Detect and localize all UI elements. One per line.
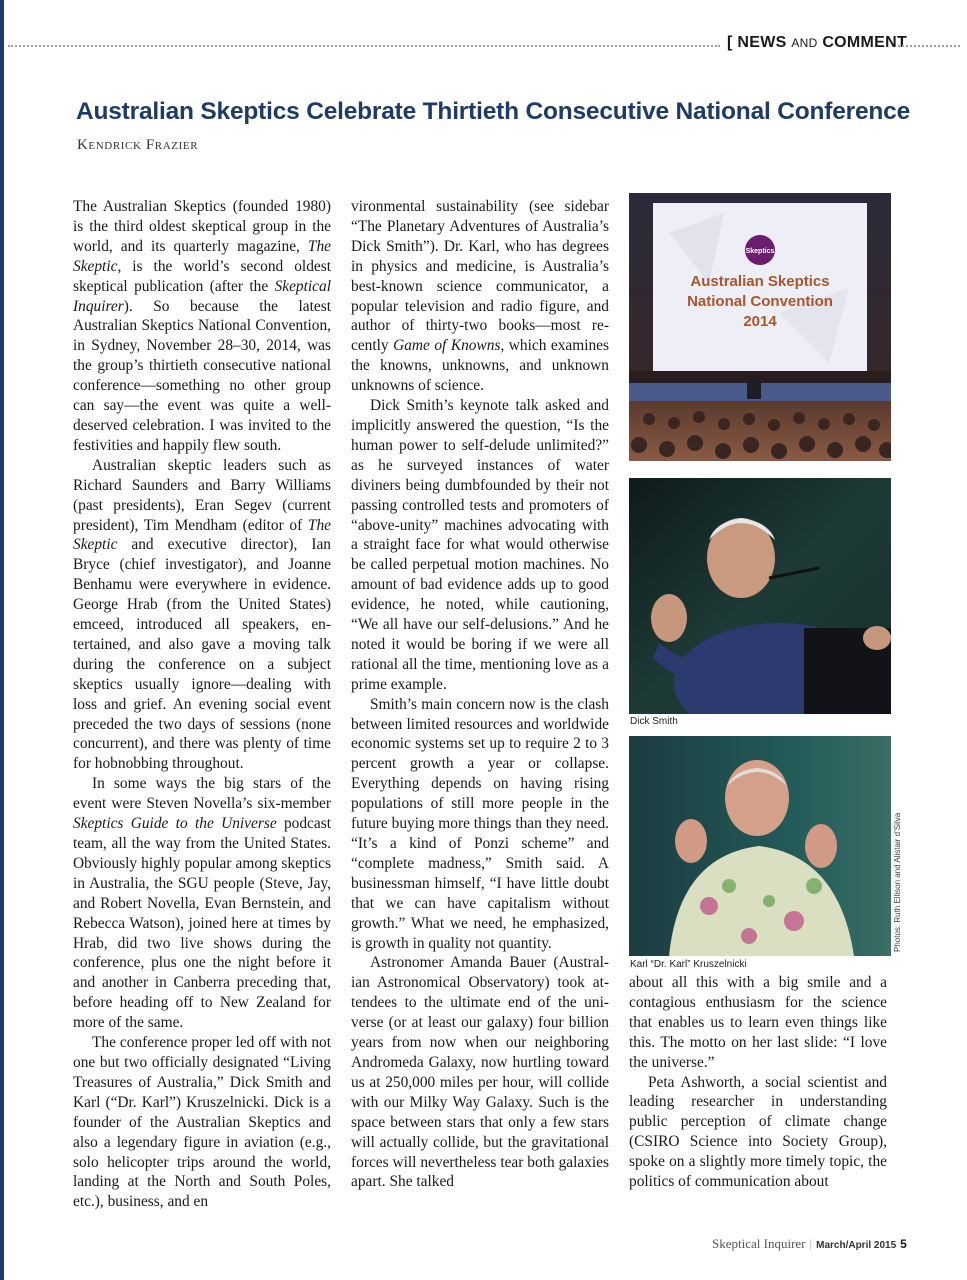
paragraph: The Australian Skeptics (founded 1980) is the third oldest skeptical group in the world, and its quarterly magazine, The Skeptic, is the world’s second oldest skeptical publication (after the Skeptical Inquirer). So because the latest Australian Skeptics National Convention, in Sydney, November 28–30, 2014, was the group’s thirtieth consecutive national conference—something no other group can say—the event was quite a well-deserved celebration. I was invited to the festivities and happily flew south.: [73, 198, 331, 454]
dick-smith-image: [629, 478, 891, 714]
paragraph: Astronomer Amanda Bauer (Australian Astronomical Observatory) took attendees to the ultimate end of the universe (or at least our galaxy) four billion years from now when our neighboring Andromeda Galaxy, now hurtling toward us at 250,000 miles per hour, will collide with our Milky Way Galaxy. Such is the space between stars that only a few stars will actually collide, but the gravitational forces will nevertheless tear both galaxies apart. She talked: [351, 954, 609, 1191]
screen-text-line-2: National Convention: [687, 293, 833, 310]
photo-credit: Photos: Ruth Ellison and Alistair d’Silva: [893, 812, 902, 952]
paragraph: Australian skeptic leaders such as Richard Saunders and Barry Williams (past presidents), Eran Segev (current president), Tim Mendham (editor of The Skeptic and executive director), Ian Bryce (chief investigator), and Joanne Benhamu were everywhere in evidence. George Hrab (from the United States) emceed, introduced all speakers, entertained, and also gave a moving talk during the conference on a subject skeptics usually ignore—dealing with loss and grief. An evening social event preceded the two days of sessions (none concurrent), and there was plenty of time for hobnobbing throughout.: [73, 456, 331, 773]
section-news: NEWS: [737, 34, 787, 51]
photo-convention-stage: [629, 193, 891, 461]
section-label: [ NEWS AND COMMENT: [727, 34, 908, 51]
screen-logo-text: Skeptics: [745, 248, 775, 255]
screen-text-line-1: Australian Skeptics: [690, 273, 830, 290]
photo-karl-kruszelnicki: [629, 736, 891, 956]
footer-separator: |: [809, 1236, 813, 1251]
article-column-3: [629, 973, 887, 1192]
article-title: Australian Skeptics Celebrate Thirtieth Consecutive National Conference: [76, 98, 910, 125]
article-byline: Kendrick Frazier: [77, 137, 199, 153]
header-dotted-rule-right: [898, 45, 960, 47]
screen-text-line-3: 2014: [743, 313, 777, 330]
page-number: 5: [900, 1237, 907, 1251]
paragraph: about all this with a big smile and a contagious enthusiasm for the science that enables us to learn even things like this. The motto on her last slide: “I love the universe.”: [629, 974, 887, 1071]
paragraph: The conference proper led off with not one but two officially designated “Living Treasures of Australia,” Dick Smith and Karl (“Dr. Karl”) Kruszelnicki. Dick is a founder of the Australian Skeptics and also a legendary figure in aviation (e.g., solo helicopter trips around the world, landing at the North and South Poles, etc.), business, and en: [73, 1034, 331, 1211]
paragraph: vironmental sustainability (see sidebar “The Planetary Adventures of Australia’s Dick Smith”). Dr. Karl, who has degrees in physics and medicine, is Australia’s best-known science communicator, a popular television and radio figure, and author of thirty-two books—most recently Game of Knowns, which examines the knowns, unknowns, and unknown unknowns of science.: [351, 198, 610, 395]
caption-dick-smith: Dick Smith: [630, 716, 678, 727]
paragraph: In some ways the big stars of the event were Steven Novella’s six-member Skeptics Guide to the Universe podcast team, all the way from the United States. Obviously highly popular among skeptics in Australia, the SGU people (Steve, Jay, and Robert Novella, Evan Bernstein, and Rebecca Watson), joined here at times by Hrab, did two live shows during the conference, plus one the night before it and another in Canberra preceding that, before heading off to New Zealand for more of the same.: [73, 775, 331, 1032]
karl-kruszelnicki-image: [629, 736, 891, 956]
page-footer: [712, 1236, 907, 1252]
footer-issue-date: March/April 2015: [816, 1240, 897, 1251]
paragraph: Smith’s main concern now is the clash between limited resources and worldwide economic systems set up to require 2 to 3 percent growth a year or collapse. Everything depends on having rising populations of still more people in the future buying more things than they need. “It’s a kind of Ponzi scheme” and “complete madness,” Smith said. A businessman himself, “I have little doubt that we can have capitalism without growth.” What we need, he emphasized, is growth in quality not quantity.: [351, 695, 609, 952]
paragraph: Dick Smith’s keynote talk asked and implicitly answered the question, “Is the human power to self-delude unlimited?” as he surveyed instances of water diviners being dumbfounded by their not passing controlled tests and promoters of “above-unity” machines advocating with a straight face for what would otherwise be called perpetual motion machines. No amount of bad evidence adds up to good evidence, he noted, while cautioning, “We all have our self-delusions.” And he noted it would be boring if we were all rational all the time, mentioning love as a prime example.: [351, 397, 609, 693]
photo-dick-smith: [629, 478, 891, 714]
article-column-2: [351, 197, 609, 1192]
convention-stage-image: [629, 193, 891, 461]
section-and: AND: [791, 36, 818, 50]
footer-magazine-name: Skeptical Inquirer: [712, 1236, 806, 1251]
section-comment: COMMENT: [822, 34, 908, 51]
page-edge-bar: [0, 0, 4, 1280]
article-column-1: [73, 197, 331, 1212]
paragraph: Peta Ashworth, a social scientist and leading researcher in understanding public perception of climate change (CSIRO Science into Society Group), spoke on a slightly more timely topic, the politics of communication about: [629, 1073, 887, 1191]
caption-karl-kruszelnicki: Karl “Dr. Karl” Kruszelnicki: [630, 959, 747, 970]
header-dotted-rule-left: [8, 45, 720, 47]
section-header: [0, 34, 967, 58]
